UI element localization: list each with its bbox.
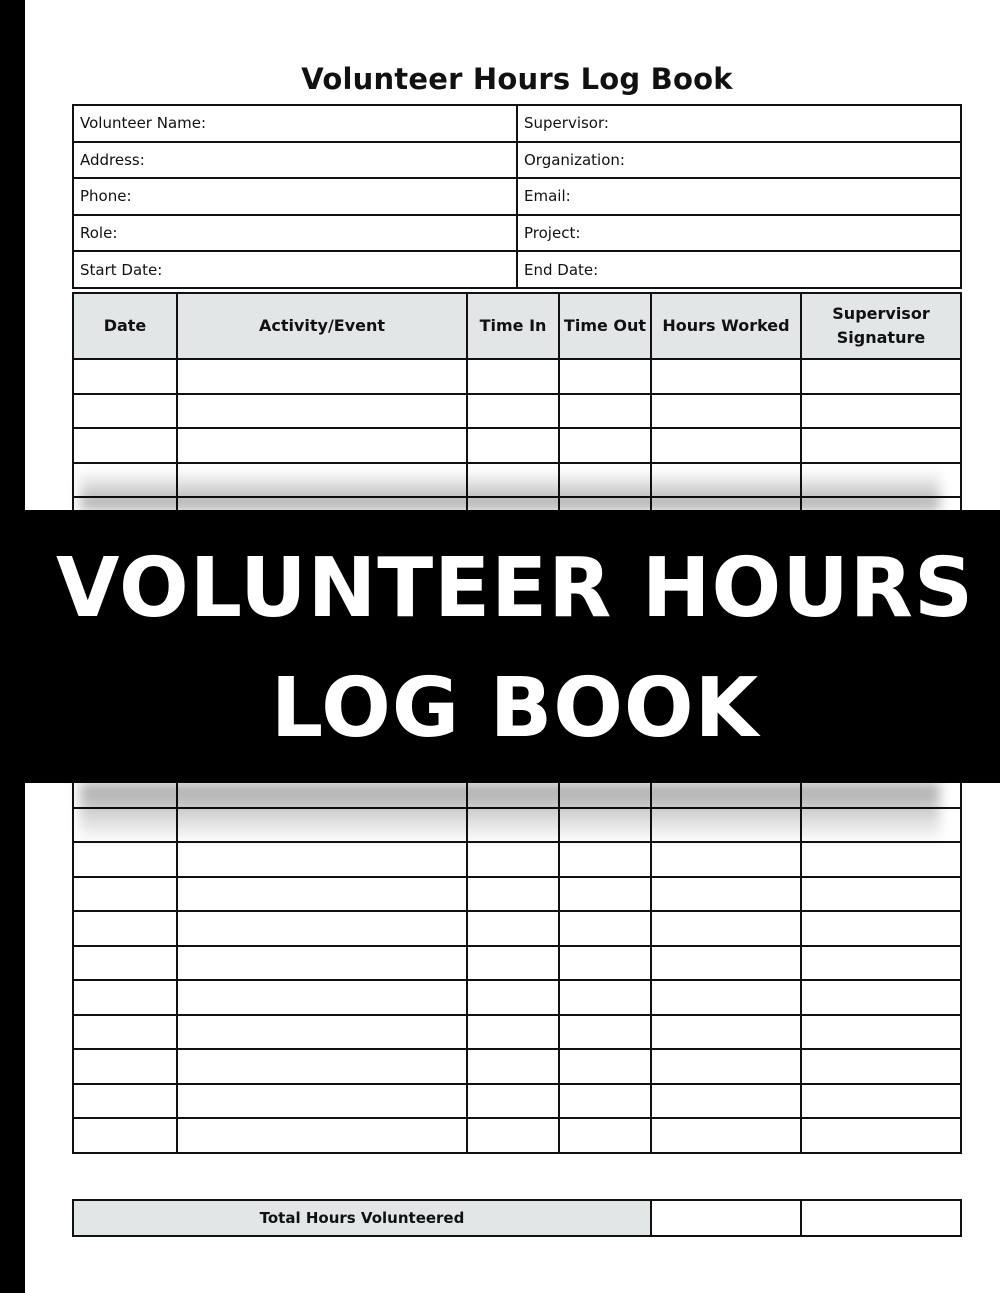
- table-row: [73, 842, 961, 877]
- log-cell: [559, 1118, 651, 1153]
- log-cell: [651, 1084, 801, 1119]
- log-cell: [559, 877, 651, 912]
- log-cell: [177, 428, 467, 463]
- table-row: [73, 877, 961, 912]
- page-title: Volunteer Hours Log Book: [301, 62, 733, 96]
- banner-title-line-2: LOG BOOK: [270, 661, 760, 756]
- info-row: [73, 105, 961, 142]
- log-cell: [467, 1084, 559, 1119]
- total-row-table: [72, 1199, 962, 1237]
- info-row: [73, 251, 961, 288]
- column-header-time-in: Time In: [467, 293, 559, 359]
- log-header-row: [73, 293, 961, 359]
- log-cell: [73, 394, 177, 429]
- log-cell: [801, 980, 961, 1015]
- start-date-field: Start Date:: [73, 251, 517, 288]
- end-date-field: End Date:: [517, 251, 961, 288]
- phone-field: Phone:: [73, 178, 517, 215]
- banner-title-line-1: VOLUNTEER HOURS: [55, 541, 975, 636]
- log-cell: [651, 946, 801, 981]
- log-cell: [651, 980, 801, 1015]
- info-row: [73, 215, 961, 252]
- log-cell: [177, 911, 467, 946]
- log-cell: [467, 394, 559, 429]
- table-row: [73, 911, 961, 946]
- address-field: Address:: [73, 142, 517, 179]
- log-cell: [177, 946, 467, 981]
- log-cell: [801, 842, 961, 877]
- log-cell: [559, 1015, 651, 1050]
- log-cell: [801, 1084, 961, 1119]
- log-cell: [73, 1084, 177, 1119]
- info-row: [73, 178, 961, 215]
- log-cell: [801, 394, 961, 429]
- log-cell: [177, 877, 467, 912]
- log-cell: [73, 1015, 177, 1050]
- log-cell: [801, 1015, 961, 1050]
- log-cell: [559, 1049, 651, 1084]
- log-cell: [467, 911, 559, 946]
- log-cell: [73, 428, 177, 463]
- log-cell: [801, 1118, 961, 1153]
- log-cell: [559, 911, 651, 946]
- log-cell: [559, 359, 651, 394]
- table-row: [73, 359, 961, 394]
- log-cell: [559, 946, 651, 981]
- log-cell: [73, 980, 177, 1015]
- log-cell: [559, 394, 651, 429]
- volunteer-info-table: [72, 104, 962, 289]
- log-cell: [467, 946, 559, 981]
- log-cell: [651, 428, 801, 463]
- log-cell: [73, 946, 177, 981]
- log-cell: [177, 980, 467, 1015]
- log-cell: [467, 980, 559, 1015]
- log-cell: [73, 1118, 177, 1153]
- log-cell: [651, 394, 801, 429]
- log-cell: [651, 911, 801, 946]
- log-cell: [467, 842, 559, 877]
- log-cell: [467, 1049, 559, 1084]
- total-hours-cell: [651, 1200, 801, 1236]
- table-row: [73, 1118, 961, 1153]
- log-cell: [73, 877, 177, 912]
- total-row: [73, 1200, 961, 1236]
- project-field: Project:: [517, 215, 961, 252]
- log-cell: [177, 1084, 467, 1119]
- table-row: [73, 428, 961, 463]
- log-cell: [651, 877, 801, 912]
- log-cell: [801, 428, 961, 463]
- info-row: [73, 142, 961, 179]
- log-cell: [177, 842, 467, 877]
- volunteer-name-field: Volunteer Name:: [73, 105, 517, 142]
- role-field: Role:: [73, 215, 517, 252]
- total-hours-label: Total Hours Volunteered: [73, 1200, 651, 1236]
- banner-shadow-top: [80, 470, 940, 510]
- log-cell: [177, 1049, 467, 1084]
- log-cell: [467, 877, 559, 912]
- log-cell: [559, 1084, 651, 1119]
- table-row: [73, 1084, 961, 1119]
- log-cell: [651, 359, 801, 394]
- log-cell: [559, 980, 651, 1015]
- log-cell: [651, 1015, 801, 1050]
- log-cell: [559, 428, 651, 463]
- email-field: Email:: [517, 178, 961, 215]
- log-cell: [73, 359, 177, 394]
- log-cell: [559, 842, 651, 877]
- column-header-hours-worked: Hours Worked: [651, 293, 801, 359]
- table-row: [73, 946, 961, 981]
- log-cell: [467, 1118, 559, 1153]
- log-cell: [467, 1015, 559, 1050]
- column-header-supervisor-signature: Supervisor Signature: [801, 293, 961, 359]
- log-cell: [801, 946, 961, 981]
- log-cell: [801, 911, 961, 946]
- total-signature-cell: [801, 1200, 961, 1236]
- log-cell: [73, 911, 177, 946]
- log-cell: [651, 1049, 801, 1084]
- log-cell: [651, 842, 801, 877]
- log-cell: [73, 1049, 177, 1084]
- table-row: [73, 1049, 961, 1084]
- organization-field: Organization:: [517, 142, 961, 179]
- cover-title-banner: [0, 510, 1000, 783]
- column-header-activity: Activity/Event: [177, 293, 467, 359]
- table-row: [73, 1015, 961, 1050]
- supervisor-field: Supervisor:: [517, 105, 961, 142]
- table-row: [73, 980, 961, 1015]
- log-cell: [467, 359, 559, 394]
- log-cell: [651, 1118, 801, 1153]
- log-cell: [177, 359, 467, 394]
- log-cell: [177, 1015, 467, 1050]
- log-cell: [801, 877, 961, 912]
- column-header-date: Date: [73, 293, 177, 359]
- log-cell: [801, 359, 961, 394]
- log-cell: [177, 394, 467, 429]
- log-cell: [177, 1118, 467, 1153]
- log-cell: [73, 842, 177, 877]
- log-cell: [467, 428, 559, 463]
- banner-shadow-bottom: [80, 783, 940, 843]
- log-cell: [801, 1049, 961, 1084]
- column-header-time-out: Time Out: [559, 293, 651, 359]
- table-row: [73, 394, 961, 429]
